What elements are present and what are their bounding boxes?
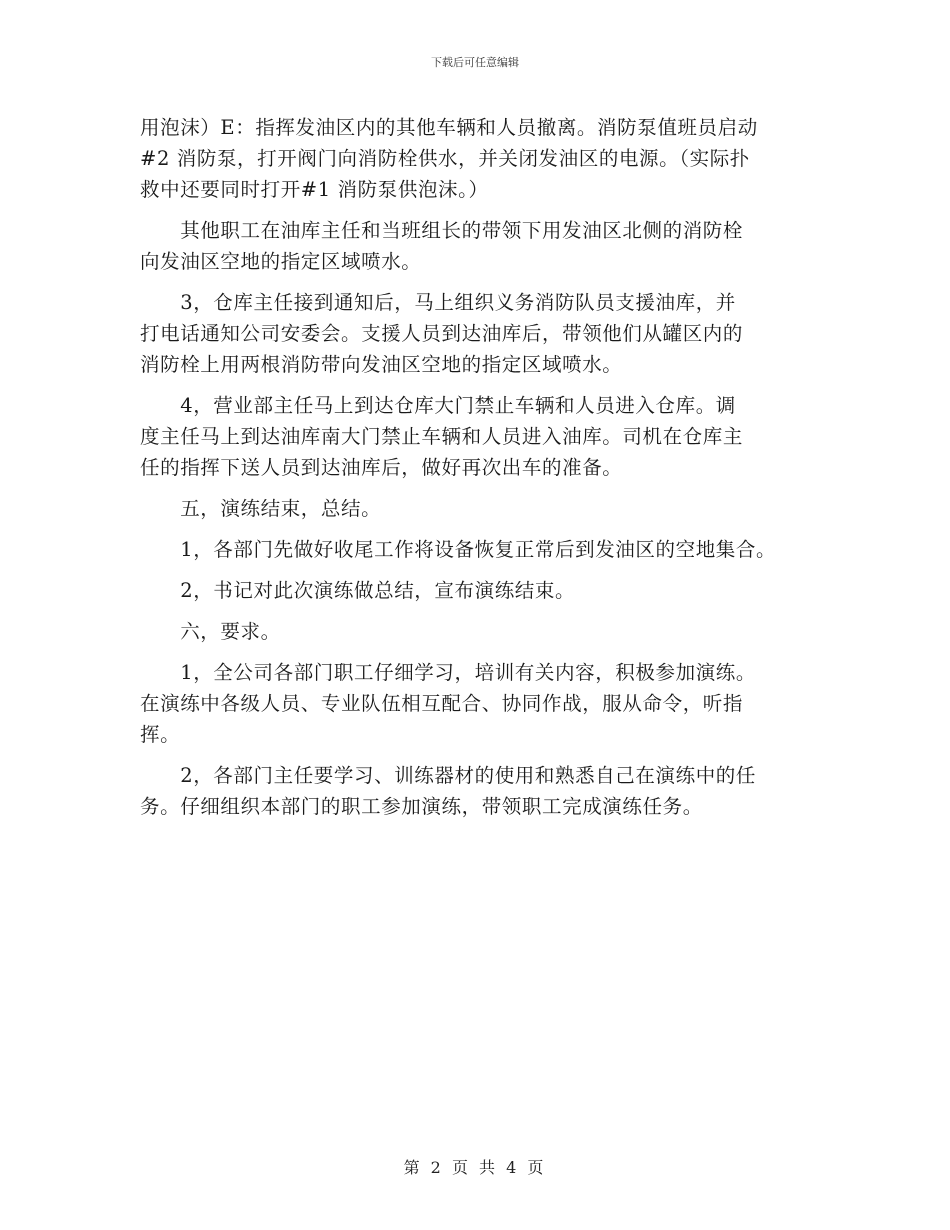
text-line: 消防栓上用两根消防带向发油区空地的指定区域喷水。	[140, 353, 623, 376]
paragraph-3	[140, 287, 830, 380]
text-line: 2，书记对此次演练做总结，宣布演练结束。	[140, 579, 576, 602]
text-line: 向发油区空地的指定区域喷水。	[140, 250, 422, 273]
text-line: 挥。	[140, 723, 181, 746]
page-footer: 第 2 页 共 4 页	[403, 1158, 547, 1177]
text-line: 任的指挥下送人员到达油库后，做好再次出车的准备。	[140, 456, 623, 479]
text-line: 六，要求。	[140, 620, 281, 643]
page-header: 下载后可任意编辑	[431, 56, 519, 69]
text-line: 其他职工在油库主任和当班组长的带领下用发油区北侧的消防栓	[140, 219, 744, 242]
text-line: 打电话通知公司安委会。支援人员到达油库后，带领他们从罐区内的	[140, 322, 744, 345]
paragraph-9	[140, 657, 830, 750]
section-heading-6	[140, 616, 830, 647]
text-line: 在演练中各级人员、专业队伍相互配合、协同作战，服从命令，听指	[140, 692, 744, 715]
text-line: 用泡沫）E：指挥发油区内的其他车辆和人员撤离。消防泵值班员启动	[140, 116, 758, 139]
paragraph-6	[140, 534, 830, 565]
text-line: #2 消防泵，打开阀门向消防栓供水，并关闭发油区的电源。（实际扑	[140, 147, 750, 170]
section-heading-5	[140, 493, 830, 524]
text-line: 1，全公司各部门职工仔细学习，培训有关内容，积极参加演练。	[140, 661, 757, 684]
text-line: 救中还要同时打开#1 消防泵供泡沫。）	[140, 178, 489, 201]
paragraph-2	[140, 215, 830, 277]
document-body	[140, 112, 830, 832]
text-line: 度主任马上到达油库南大门禁止车辆和人员进入油库。司机在仓库主	[140, 425, 744, 448]
text-line: 1，各部门先做好收尾工作将设备恢复正常后到发油区的空地集合。	[140, 538, 777, 561]
paragraph-10	[140, 760, 830, 822]
paragraph-1	[140, 112, 830, 205]
text-line: 2，各部门主任要学习、训练器材的使用和熟悉自己在演练中的任	[140, 764, 757, 787]
paragraph-4	[140, 390, 830, 483]
paragraph-7	[140, 575, 830, 606]
text-line: 五，演练结束，总结。	[140, 497, 382, 520]
text-line: 务。仔细组织本部门的职工参加演练，带领职工完成演练任务。	[140, 795, 703, 818]
text-line: 3，仓库主任接到通知后，马上组织义务消防队员支援油库，并	[140, 291, 736, 314]
text-line: 4，营业部主任马上到达仓库大门禁止车辆和人员进入仓库。调	[140, 394, 736, 417]
